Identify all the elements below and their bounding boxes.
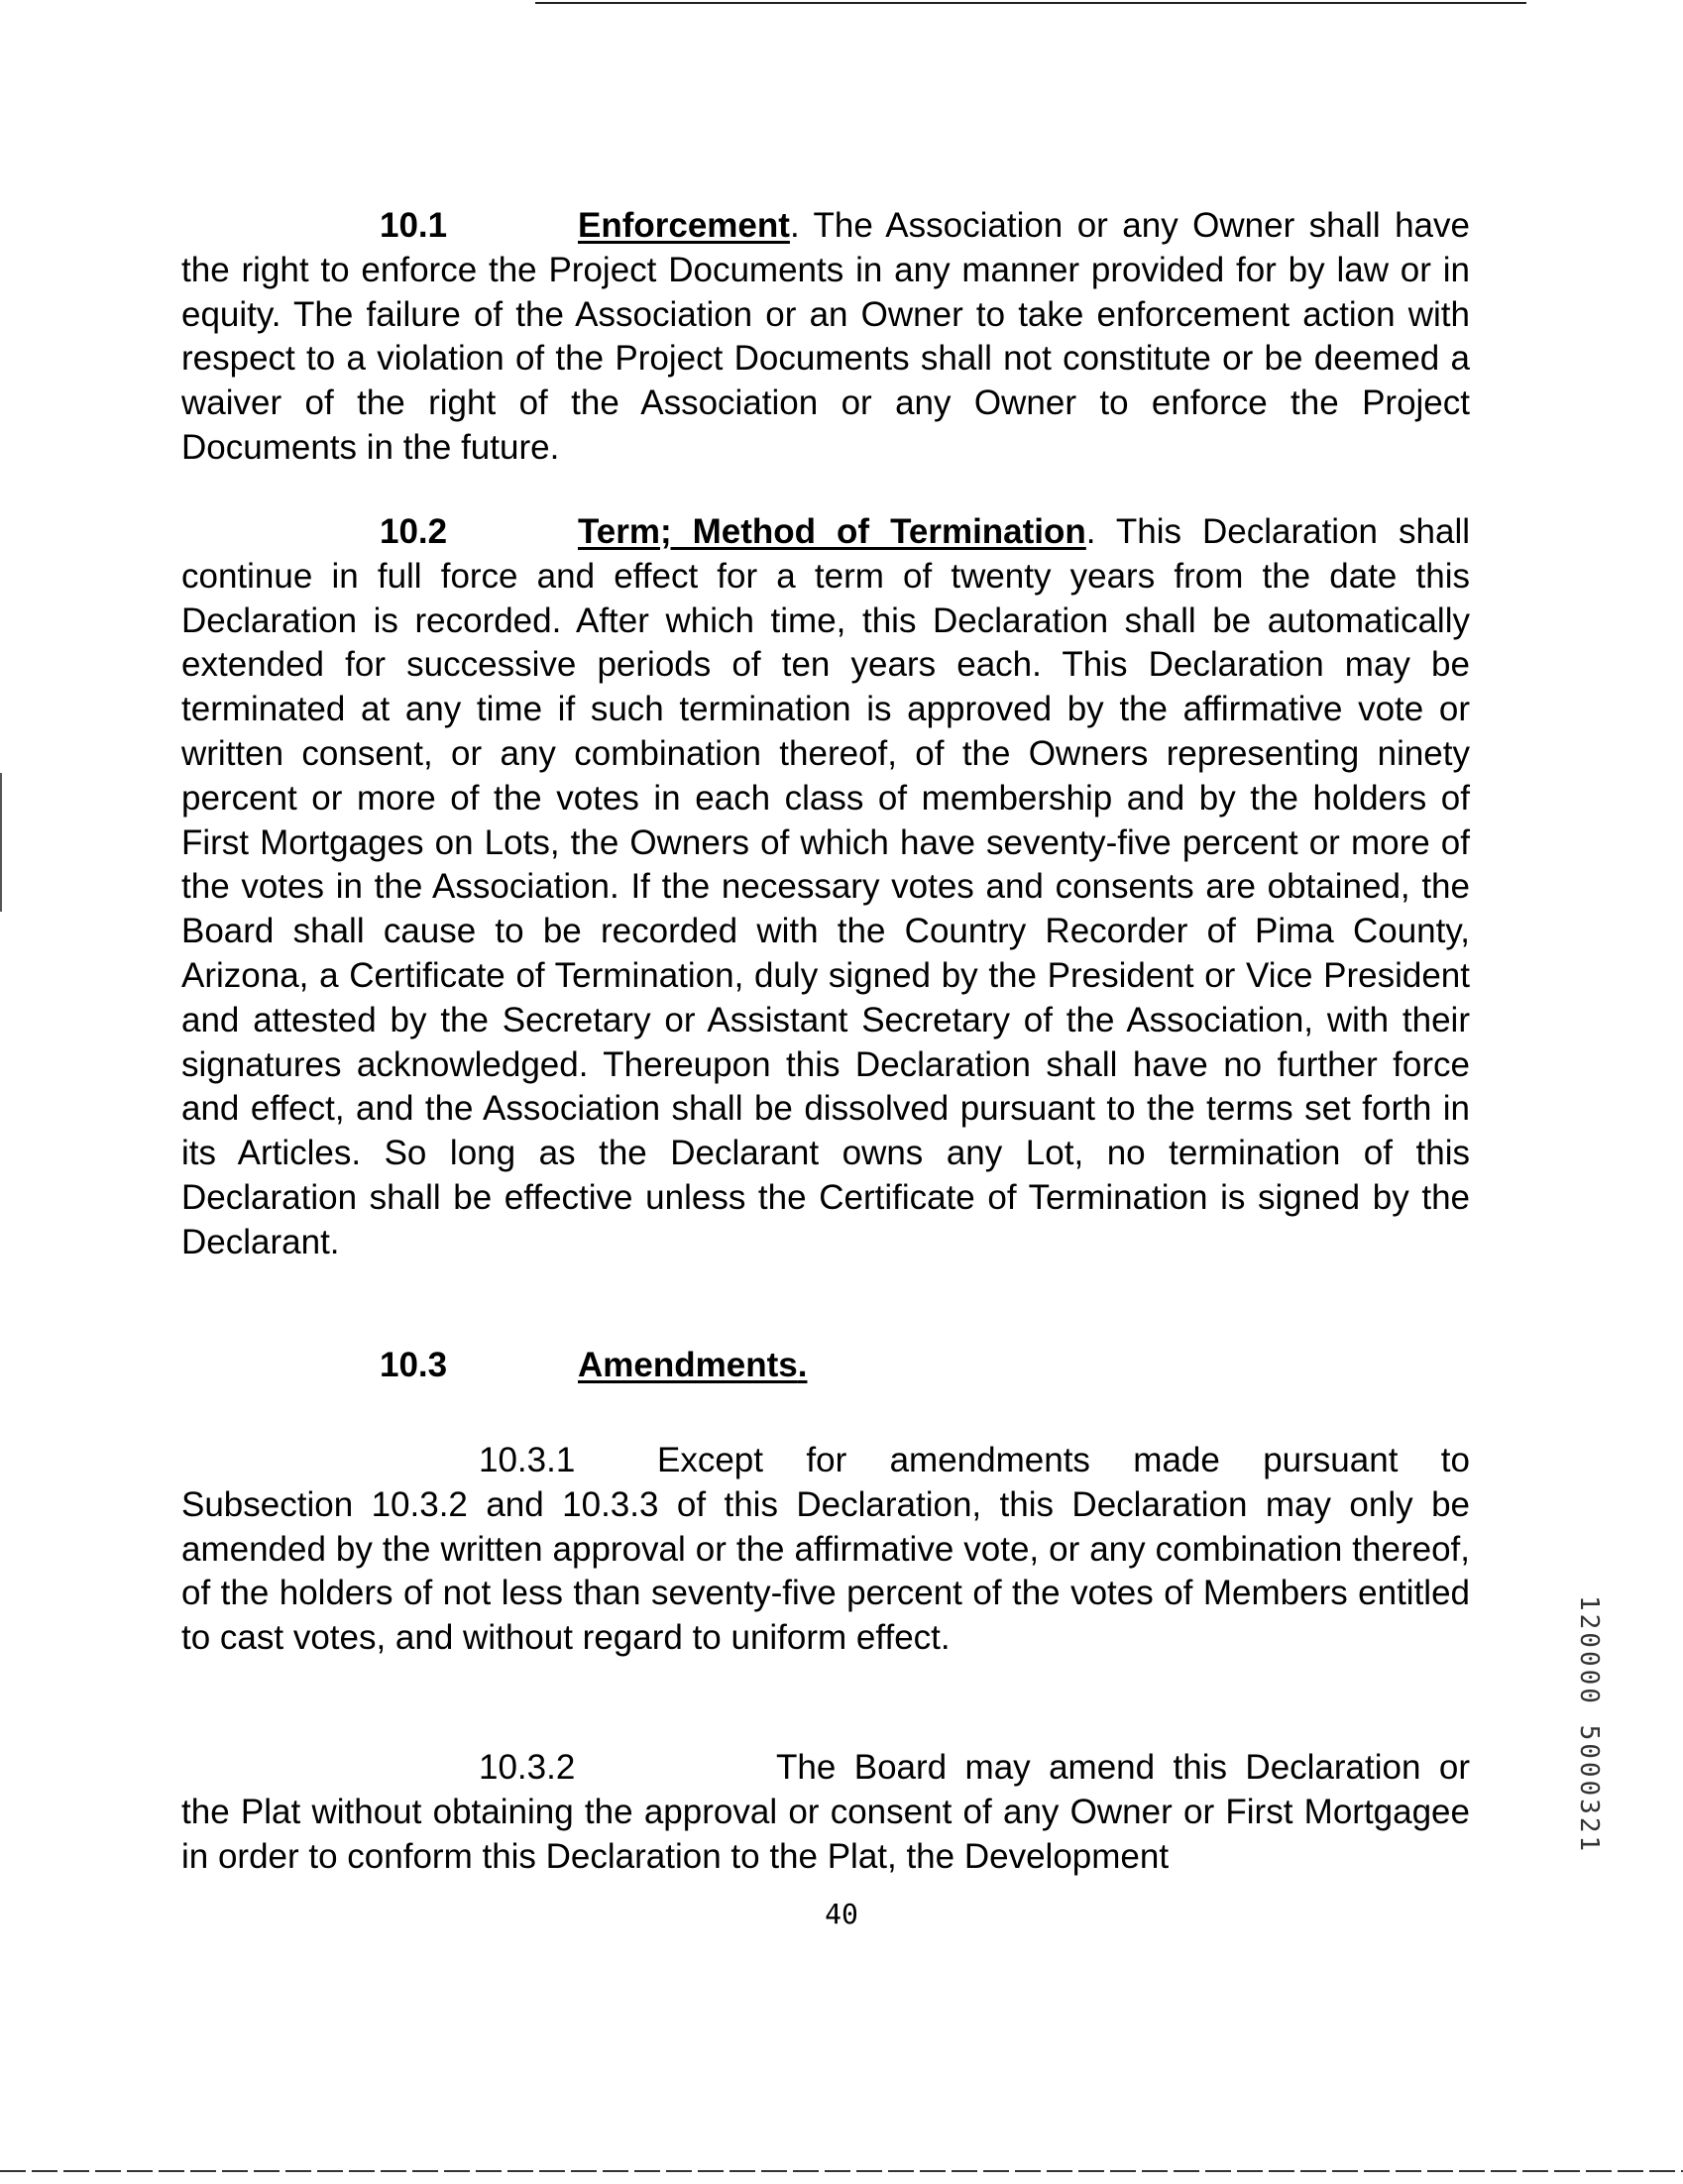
section-10-3 [181, 1344, 1470, 1388]
section-10-3-1 [181, 1439, 1470, 1661]
subsection-number: 10.3.2 [479, 1748, 576, 1787]
recording-stamp: 120000 5000321 [1574, 1595, 1604, 1855]
section-number: 10.1 [380, 206, 448, 245]
section-body: . This Declaration shall continue in full force and effect for a term of twenty years from the date this Declaration is recorded. After which time, this Declaration shall be automatically extended for successive periods of ten years each. This Declaration may be terminated at any time if such termination is approved by the affirmative vote or written consent, or any combination thereof, of the Owners representing ninety percent or more of the votes in each class of membership and by the holders of First Mortgages on Lots, the Owners of which have seventy-five percent or more of the votes in the Association. If the necessary votes and consents are obtained, the Board shall cause to be recorded with the Country Recorder of Pima County, Arizona, a Certificate of Termination, duly signed by the President or Vice President and attested by the Secretary or Assistant Secretary of the Association, with their signatures acknowledged. Thereupon this Declaration shall have no further force and effect, and the Association shall be dissolved pursuant to the terms set forth in its Articles. So long as the Declarant owns any Lot, no termination of this Declaration shall be effective unless the Certificate of Termination is signed by the Declarant. [181, 512, 1470, 1261]
scan-artifact-top-line [535, 2, 1526, 4]
section-10-2 [181, 510, 1470, 1265]
section-10-3-2 [181, 1746, 1470, 1879]
subsection-body: The Board may amend this Declaration or the Plat without obtaining the approval or consent of any Owner or First Mortgagee in order to conform this Declaration to the Plat, the Development [181, 1748, 1470, 1876]
section-heading: Amendments [578, 1346, 798, 1384]
section-heading: Term; Method of Termination [578, 512, 1086, 551]
section-heading-suffix: . [797, 1346, 808, 1384]
section-number: 10.3 [380, 1346, 448, 1384]
scan-artifact-left-edge [0, 773, 2, 912]
subsection-body: Except for amendments made pursuant to Subsection 10.3.2 and 10.3.3 of this Declaration, this Declaration may only be amended by the written approval or the affirmative vote, or any combination thereof, of the holders of not less than seventy-five percent of the votes of Members entitled to cast votes, and without regard to uniform effect. [181, 1441, 1470, 1658]
section-10-1 [181, 204, 1470, 471]
subsection-number: 10.3.1 [479, 1441, 576, 1479]
scan-artifact-bottom-line [0, 2170, 1683, 2172]
section-body: . The Association or any Owner shall have the right to enforce the Project Documents in any manner provided for by law or in equity. The failure of the Association or an Owner to take enforcement action with respect to a violation of the Project Documents shall not constitute or be deemed a waiver of the right of the Association or any Owner to enforce the Project Documents in the future. [181, 206, 1470, 467]
page-number: 40 [825, 1898, 858, 1930]
section-heading: Enforcement [578, 206, 790, 245]
section-number: 10.2 [380, 512, 448, 551]
